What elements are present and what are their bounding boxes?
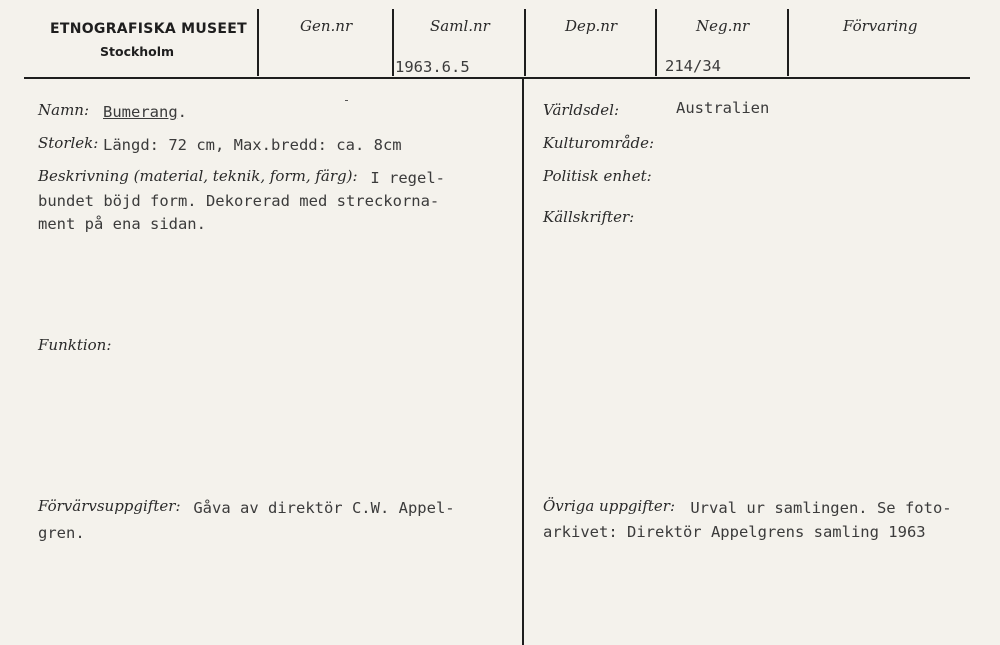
neg-nr-label: Neg.nr <box>696 17 750 35</box>
ovriga-line: arkivet: Direktör Appelgrens samling 1963 <box>543 523 926 541</box>
header-divider <box>257 9 259 76</box>
ovriga-line: Urval ur samlingen. Se foto- <box>681 499 952 517</box>
header-divider <box>787 9 789 76</box>
saml-nr-value: 1963.6.5 <box>395 58 470 76</box>
forvarv-line: Gåva av direktör C.W. Appel- <box>184 499 455 517</box>
dep-nr-label: Dep.nr <box>565 17 618 35</box>
header-divider <box>655 9 657 76</box>
varldsdel-label: Världsdel: <box>543 101 619 119</box>
namn-label: Namn: <box>38 101 90 119</box>
ink-speck <box>345 100 348 101</box>
namn-period: . <box>177 103 187 121</box>
header-rule <box>24 77 970 79</box>
kulturomrade-label: Kulturområde: <box>543 134 655 152</box>
funktion-label: Funktion: <box>38 336 112 354</box>
namn-text: Bumerang <box>103 103 178 121</box>
forvaring-label: Förvaring <box>843 17 918 35</box>
beskrivning-line: I regel- <box>361 169 445 187</box>
header-divider <box>392 9 394 76</box>
museum-city: Stockholm <box>100 44 175 59</box>
museum-name: ETNOGRAFISKA MUSEET <box>50 21 248 37</box>
forvarv-label: Förvärvsuppgifter: <box>38 497 181 515</box>
ovriga-label: Övriga uppgifter: <box>543 497 675 515</box>
beskrivning-line: ment på ena sidan. <box>38 215 206 233</box>
varldsdel-value: Australien <box>676 99 770 117</box>
neg-nr-value: 214/34 <box>665 57 721 75</box>
beskrivning-label: Beskrivning (material, teknik, form, färg): <box>38 167 358 185</box>
gen-nr-label: Gen.nr <box>300 17 353 35</box>
namn-value <box>103 103 187 121</box>
forvarv-line: gren. <box>38 524 85 542</box>
header-divider <box>524 9 526 76</box>
storlek-label: Storlek: <box>38 134 99 152</box>
center-divider <box>522 79 524 645</box>
saml-nr-label: Saml.nr <box>430 17 490 35</box>
politisk-enhet-label: Politisk enhet: <box>543 167 652 185</box>
storlek-value: Längd: 72 cm, Max.bredd: ca. 8cm <box>103 136 402 154</box>
beskrivning-line: bundet böjd form. Dekorerad med streckorna- <box>38 192 440 210</box>
kallskrifter-label: Källskrifter: <box>543 208 635 226</box>
